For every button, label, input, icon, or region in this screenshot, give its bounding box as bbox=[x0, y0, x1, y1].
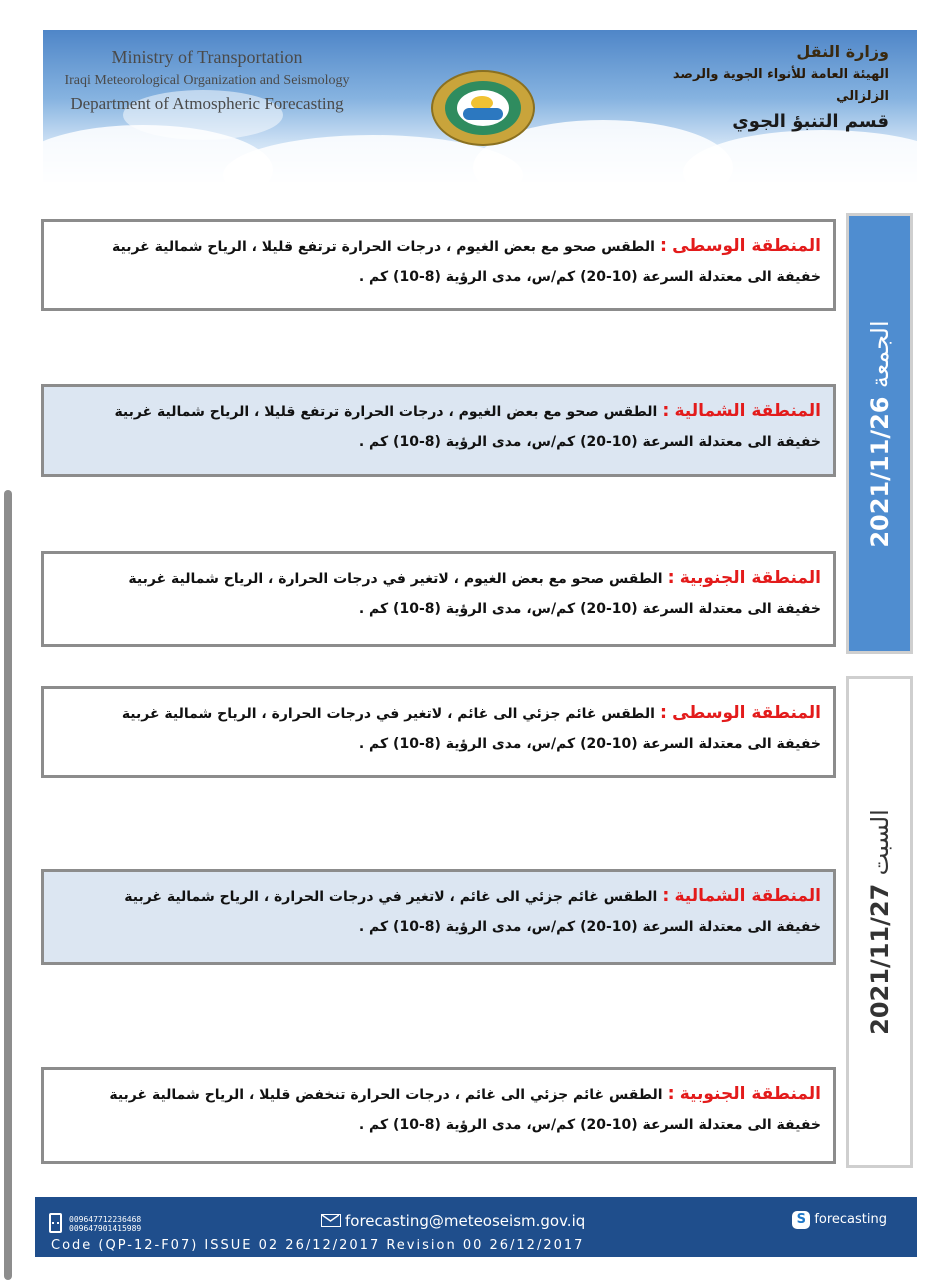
wave-icon bbox=[463, 108, 503, 120]
day-name: الجمعة bbox=[865, 319, 894, 388]
skype-icon: S bbox=[792, 1211, 810, 1229]
forecast-box-south-day1: المنطقة الجنوبية:الطقس صحو مع بعض الغيوم ، لاتغير في درجات الحرارة ، الرياح شمالية غربية خفيفة الى معتدلة السرعة (10-20) كم/س، مدى الرؤية (8-10) كم . bbox=[41, 551, 836, 647]
forecast-text: الطقس غائم جزئي الى غائم ، درجات الحرارة تنخفض قليلا ، الرياح شمالية غربية bbox=[109, 1087, 663, 1103]
date-label: 2021/11/26 bbox=[865, 396, 894, 548]
footer-bar bbox=[35, 1197, 917, 1257]
organization-logo bbox=[431, 70, 535, 146]
cloud-shape bbox=[683, 130, 917, 182]
email-contact[interactable] bbox=[345, 1212, 585, 1230]
document-code: Code (QP-12-F07) ISSUE 02 26/12/2017 Revision 00 26/12/2017 bbox=[51, 1238, 585, 1253]
header-banner bbox=[43, 30, 917, 182]
forecast-text: خفيفة الى معتدلة السرعة (10-20) كم/س، مدى الرؤية (8-10) كم . bbox=[358, 736, 821, 752]
phone-icon bbox=[49, 1213, 62, 1233]
ministry-name-en: Ministry of Transportation bbox=[111, 47, 303, 67]
date-panel-day1 bbox=[846, 213, 913, 654]
header-arabic bbox=[629, 40, 889, 136]
forecast-text: الطقس غائم جزئي الى غائم ، لاتغير في درجات الحرارة ، الرياح شمالية غربية bbox=[124, 889, 658, 905]
date-label: 2021/11/27 bbox=[865, 883, 894, 1035]
department-name-ar: قسم التنبؤ الجوي bbox=[732, 111, 889, 132]
organization-name-en: Iraqi Meteorological Organization and Seismology bbox=[64, 73, 350, 88]
forecast-text: الطقس صحو مع بعض الغيوم ، لاتغير في درجات الحرارة ، الرياح شمالية غربية bbox=[128, 571, 663, 587]
page-scroll-edge bbox=[4, 490, 12, 1280]
phone-number: 009647712236468 bbox=[69, 1215, 142, 1224]
forecast-text: خفيفة الى معتدلة السرعة (10-20) كم/س، مدى الرؤية (8-10) كم . bbox=[358, 919, 821, 935]
email-address[interactable]: forecasting@meteoseism.gov.iq bbox=[345, 1212, 586, 1230]
forecast-text: الطقس غائم جزئي الى غائم ، لاتغير في درجات الحرارة ، الرياح شمالية غربية bbox=[121, 706, 655, 722]
forecast-box-central-day2: المنطقة الوسطى:الطقس غائم جزئي الى غائم ، لاتغير في درجات الحرارة ، الرياح شمالية غربية خفيفة الى معتدلة السرعة (10-20) كم/س، مدى الرؤية (8-10) كم . bbox=[41, 686, 836, 778]
phone-numbers bbox=[69, 1215, 141, 1233]
skype-contact[interactable] bbox=[796, 1212, 887, 1227]
forecast-box-south-day2: المنطقة الجنوبية:الطقس غائم جزئي الى غائم ، درجات الحرارة تنخفض قليلا ، الرياح شمالية غربية خفيفة الى معتدلة السرعة (10-20) كم/س، مدى الرؤية (8-10) كم . bbox=[41, 1067, 836, 1164]
skype-handle[interactable]: forecasting bbox=[814, 1212, 887, 1227]
day-name: السبت bbox=[865, 809, 894, 876]
header-english bbox=[57, 46, 357, 115]
forecast-text: خفيفة الى معتدلة السرعة (10-20) كم/س، مدى الرؤية (8-10) كم . bbox=[358, 1117, 821, 1133]
forecast-box-central-day1: المنطقة الوسطى:الطقس صحو مع بعض الغيوم ، درجات الحرارة ترتفع قليلا ، الرياح شمالية غربية خفيفة الى معتدلة السرعة (10-20) كم/س، مدى الرؤية (8-10) كم . bbox=[41, 219, 836, 311]
region-name: المنطقة الوسطى bbox=[672, 703, 821, 723]
forecast-text: خفيفة الى معتدلة السرعة (10-20) كم/س، مدى الرؤية (8-10) كم . bbox=[358, 601, 821, 617]
organization-name-ar: الهيئة العامة للأنواء الجوية والرصد الزلزالي bbox=[672, 67, 889, 104]
region-name: المنطقة الشمالية bbox=[674, 401, 821, 421]
forecast-text: خفيفة الى معتدلة السرعة (10-20) كم/س، مدى الرؤية (8-10) كم . bbox=[358, 434, 821, 450]
mail-icon bbox=[321, 1214, 341, 1227]
phone-number: 009647901415989 bbox=[69, 1224, 142, 1233]
forecast-box-north-day1: المنطقة الشمالية:الطقس صحو مع بعض الغيوم ، درجات الحرارة ترتفع قليلا ، الرياح شمالية غربية خفيفة الى معتدلة السرعة (10-20) كم/س، مدى الرؤية (8-10) كم . bbox=[41, 384, 836, 477]
ministry-name-ar: وزارة النقل bbox=[796, 42, 889, 61]
region-name: المنطقة الجنوبية bbox=[679, 1084, 821, 1104]
forecast-box-north-day2: المنطقة الشمالية:الطقس غائم جزئي الى غائم ، لاتغير في درجات الحرارة ، الرياح شمالية غربية خفيفة الى معتدلة السرعة (10-20) كم/س، مدى الرؤية (8-10) كم . bbox=[41, 869, 836, 965]
date-panel-day2 bbox=[846, 676, 913, 1168]
region-name: المنطقة الشمالية bbox=[674, 886, 821, 906]
forecast-text: الطقس صحو مع بعض الغيوم ، درجات الحرارة ترتفع قليلا ، الرياح شمالية غربية bbox=[114, 404, 658, 420]
region-name: المنطقة الجنوبية bbox=[679, 568, 821, 588]
region-name: المنطقة الوسطى bbox=[672, 236, 821, 256]
forecast-text: الطقس صحو مع بعض الغيوم ، درجات الحرارة ترتفع قليلا ، الرياح شمالية غربية bbox=[112, 239, 655, 255]
forecast-text: خفيفة الى معتدلة السرعة (10-20) كم/س، مدى الرؤية (8-10) كم . bbox=[358, 269, 821, 285]
department-name-en: Department of Atmospheric Forecasting bbox=[70, 94, 344, 113]
